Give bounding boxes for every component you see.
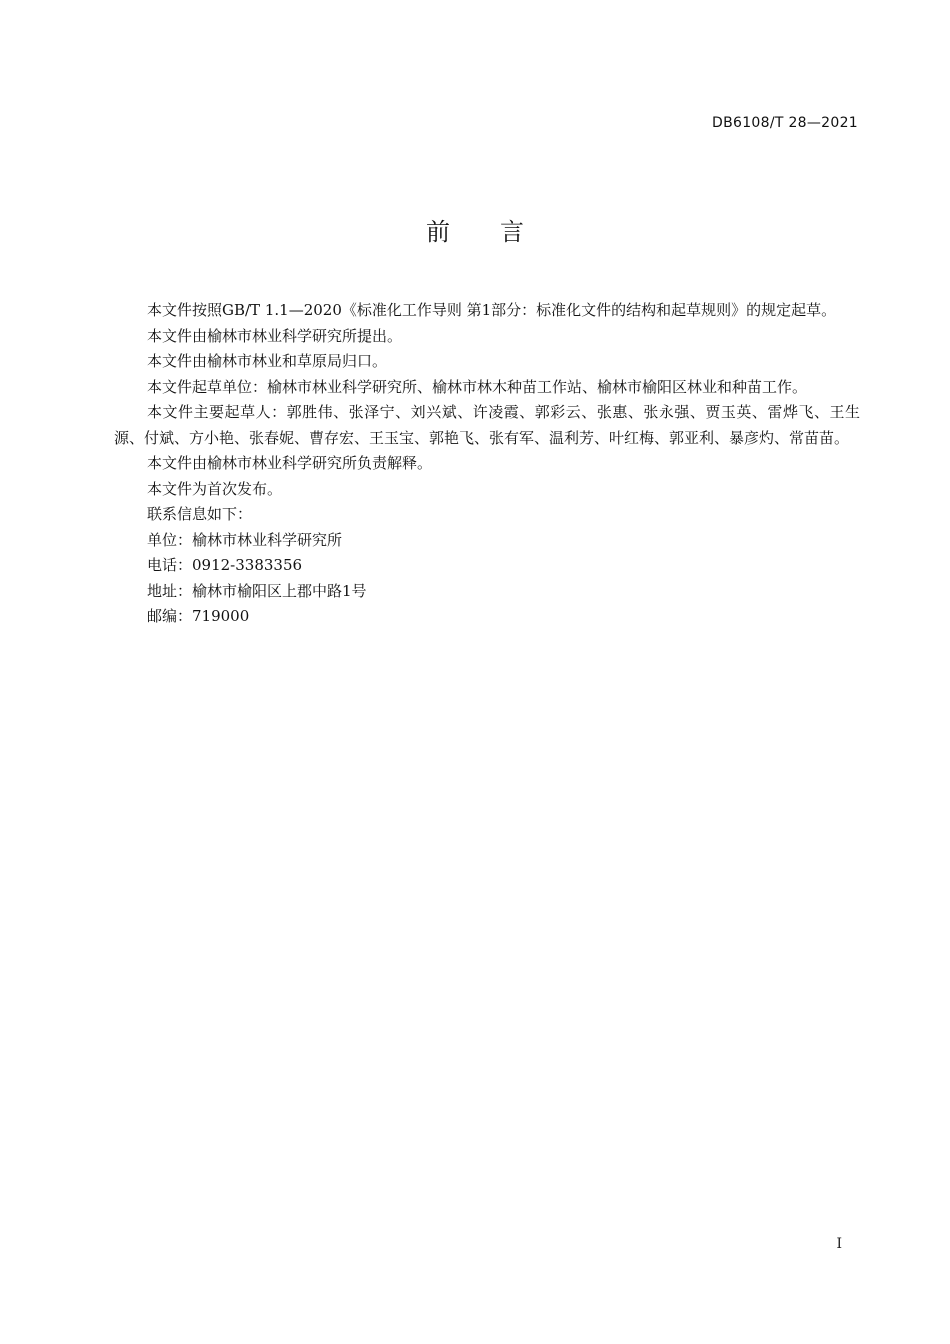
paragraph-proposer: 本文件由榆林市林业科学研究所提出。 [147,326,403,345]
paragraph-drafters: 本文件主要起草人：郭胜伟、张泽宁、刘兴斌、许凌霞、郭彩云、张惠、张永强、贾玉英、雷烨飞、王生源、付斌、方小艳、张春妮、曹存宏、王玉宝、郭艳飞、张有军、温利芳、叶红梅、郭亚利、暴彦灼、常苗苗。 [114,403,860,447]
paragraph-contact-heading: 联系信息如下： [147,505,253,523]
foreword-body [114,298,860,630]
paragraph-drafting-units: 本文件起草单位：榆林市林业科学研究所、榆林市林木种苗工作站、榆林市榆阳区林业和种苗工作。 [147,377,808,396]
paragraph-first-release: 本文件为首次发布。 [147,479,283,498]
page-number: I [836,1236,842,1252]
contact-phone: 电话：0912-3383356 [147,556,303,574]
paragraph-administrator: 本文件由榆林市林业和草原局归口。 [147,352,388,370]
page-title: 前言 [426,218,574,246]
contact-address: 地址：榆林市榆阳区上郡中路1号 [147,581,367,600]
paragraph-drafting-rules: 本文件按照GB/T 1.1—2020《标准化工作导则 第1部分：标准化文件的结构和起草规则》的规定起草。 [147,301,837,319]
contact-unit: 单位：榆林市林业科学研究所 [147,530,343,549]
document-code: DB6108/T 28—2021 [712,115,858,131]
contact-postcode: 邮编：719000 [147,607,250,625]
paragraph-interpretation: 本文件由榆林市林业科学研究所负责解释。 [147,454,433,472]
